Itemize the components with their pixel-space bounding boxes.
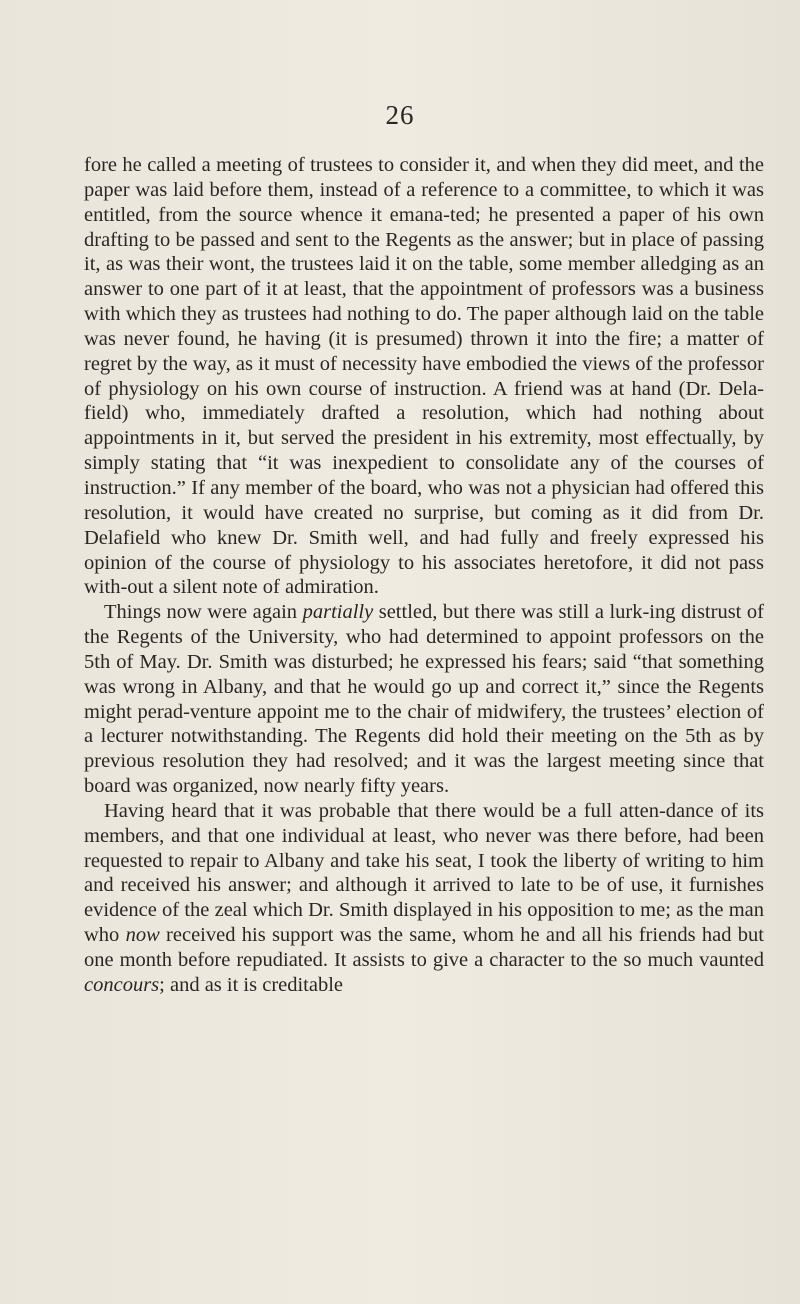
- body-text: [84, 153, 764, 998]
- paragraph: [84, 600, 764, 799]
- italic-text: concours: [84, 973, 160, 996]
- paragraph: [84, 153, 764, 600]
- italic-text: partially: [302, 601, 374, 624]
- italic-text: now: [125, 924, 160, 947]
- text-segment: fore he called a meeting of trustees to consider it, and when they did meet, and the paper was laid before them, instead of a reference to a committee, to which it was entitled, from the source whence it emana-ted; he presented a paper of his own drafting to be passed and sent to the Regents as the answer; but in place of passing it, as was their wont, the trustees laid it on the table, some member alledging as an answer to one part of it at least, that the appointment of professors was a business with which they as trustees had nothing to do. The paper although laid on the table was never found, he having (it is presumed) thrown it into the fire; a matter of regret by the way, as it must of necessity have embodied the views of the professor of physiology on his own course of instruction. A friend was at hand (Dr. Dela-field) who, immediately drafted a resolution, which had nothing about appointments in it, but served the president in his extremity, most effectually, by simply stating that “it was inexpedient to consolidate any of the courses of instruction.” If any member of the board, who was not a physician had offered this resolution, it would have created no surprise, but coming as it did from Dr. Delafield who knew Dr. Smith well, and had fully and freely expressed his opinion of the course of physiology to his associates heretofore, it did not pass with-out a silent note of admiration.: [84, 154, 764, 599]
- text-segment: settled, but there was still a lurk-ing distrust of the Regents of the University, who had determined to appoint professors on the 5th of May. Dr. Smith was disturbed; he expressed his fears; said “that something was wrong in Albany, and that he would go up and correct it,” since the Regents might perad-venture appoint me to the chair of midwifery, the trustees’ election of a lecturer notwithstanding. The Regents did hold their meeting on the 5th as by previous resolution they had resolved; and it was the largest meeting since that board was organized, now nearly fifty years.: [84, 601, 764, 798]
- paragraph: [84, 799, 764, 998]
- text-segment: ; and as it is creditable: [159, 973, 344, 996]
- text-segment: Things now were again: [104, 601, 303, 624]
- text-segment: received his support was the same, whom he and all his friends had but one month before repudiated. It assists to give a character to the so much vaunted: [84, 924, 765, 971]
- page-number: 26: [385, 100, 415, 130]
- text-segment: Having heard that it was probable that there would be a full atten-dance of its members, and that one individual at least, who never was there before, had been requested to repair to Albany and take his seat, I took the liberty of writing to him and received his answer; and although it arrived to late to be of use, it furnishes evidence of the zeal which Dr. Smith displayed in his opposition to me; as the man who: [84, 799, 764, 947]
